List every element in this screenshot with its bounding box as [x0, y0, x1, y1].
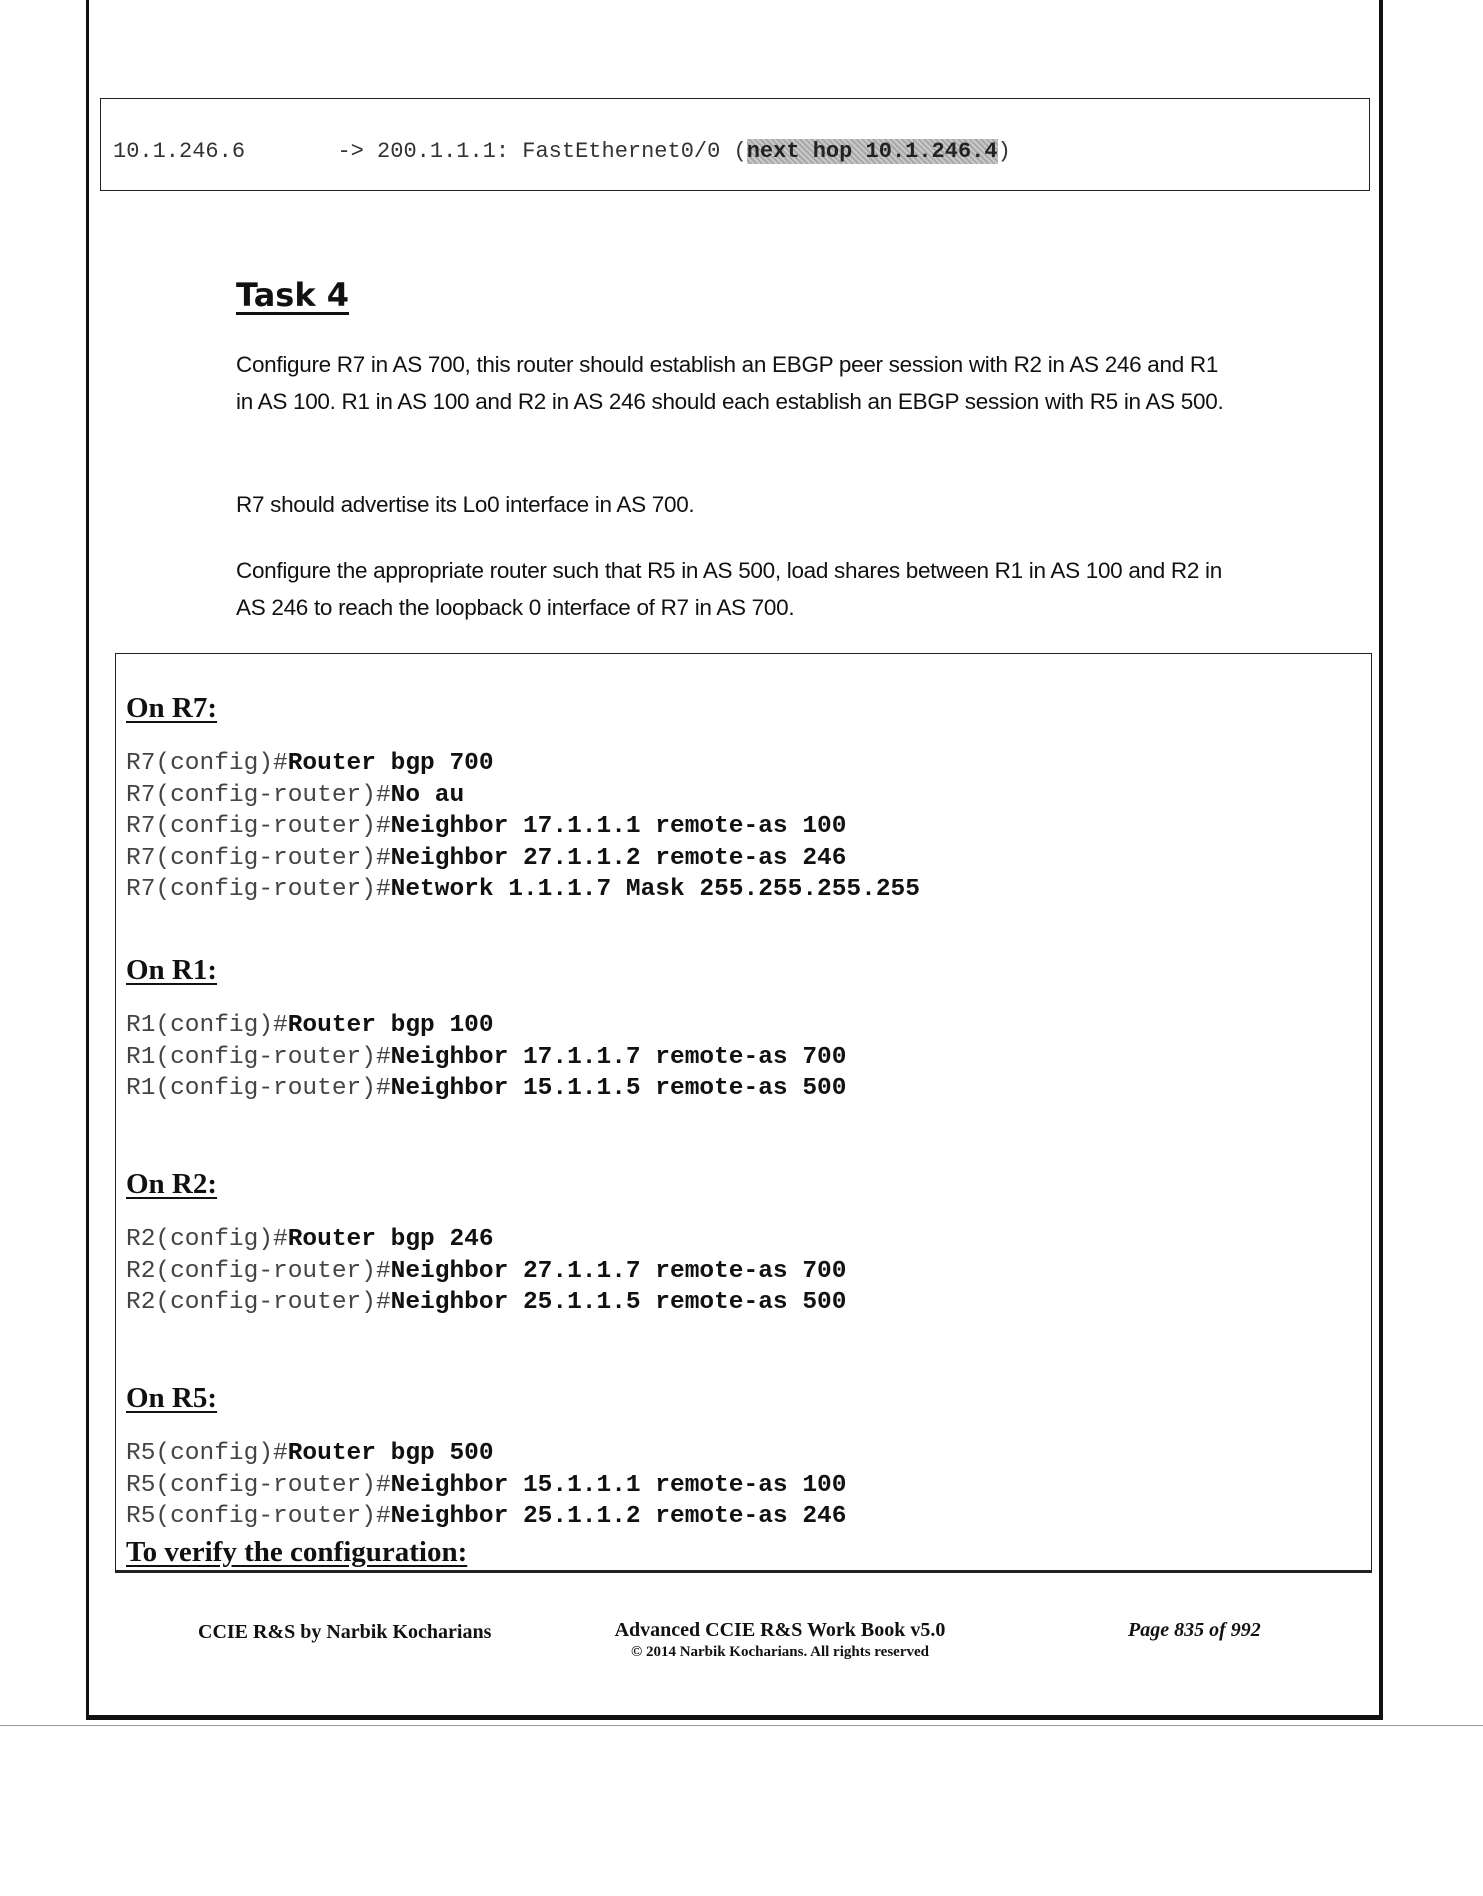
close-paren: )	[997, 139, 1011, 164]
section-heading: On R5:	[126, 1382, 218, 1414]
route-text: -> 200.1.1.1: FastEthernet0/0 (	[245, 139, 747, 164]
config-line	[126, 813, 846, 840]
cli-command: Router bgp 246	[287, 1226, 494, 1253]
section-heading: On R7:	[126, 692, 218, 724]
cli-prompt: R5(config-router)#	[126, 1503, 391, 1530]
task-title: Task 4	[236, 276, 350, 314]
cli-command: Neighbor 15.1.1.5 remote-as 500	[390, 1075, 847, 1102]
task-paragraph-2: R7 should advertise its Lo0 interface in AS 700.	[236, 492, 695, 517]
source-ip: 10.1.246.6	[113, 139, 246, 164]
cli-prompt: R2(config-router)#	[126, 1257, 391, 1285]
cli-command: Neighbor 27.1.1.2 remote-as 246	[390, 844, 847, 872]
verify-heading: To verify the configuration:	[126, 1536, 468, 1568]
section-heading: On R2:	[126, 1168, 218, 1200]
cli-prompt: R5(config-router)#	[126, 1471, 391, 1499]
book-title: Advanced CCIE R&S Work Book v5.0	[614, 1619, 946, 1641]
config-line	[126, 1289, 846, 1316]
footer-book-title	[580, 1619, 980, 1661]
solution-box	[115, 653, 1372, 1573]
footer-author: CCIE R&S by Narbik Kocharians	[198, 1621, 492, 1643]
traceroute-output-line	[113, 139, 1011, 164]
cli-prompt: R7(config-router)#	[126, 844, 391, 872]
cli-command: Neighbor 25.1.1.5 remote-as 500	[390, 1289, 847, 1316]
cli-command: Router bgp 700	[287, 750, 494, 777]
config-line	[126, 782, 464, 809]
cli-command: Neighbor 25.1.1.2 remote-as 246	[390, 1503, 847, 1530]
config-line	[126, 1044, 846, 1071]
copyright: © 2014 Narbik Kocharians. All rights reserved	[630, 1644, 929, 1660]
cli-prompt: R7(config-router)#	[126, 813, 391, 840]
cli-prompt: R1(config-router)#	[126, 1043, 391, 1071]
cli-command: Router bgp 500	[287, 1440, 494, 1467]
config-line	[126, 1440, 494, 1467]
cli-prompt: R2(config)#	[126, 1226, 288, 1253]
cli-prompt: R7(config-router)#	[126, 876, 391, 903]
page-number: Page 835 of 992	[1128, 1619, 1261, 1641]
scan-edge-line	[0, 1725, 1483, 1726]
cli-command: Neighbor 17.1.1.1 remote-as 100	[390, 813, 847, 840]
cli-prompt: R7(config)#	[126, 750, 288, 777]
cli-command: Network 1.1.1.7 Mask 255.255.255.255	[390, 876, 920, 903]
config-line	[126, 1472, 846, 1499]
config-line	[126, 750, 494, 777]
cli-command: Neighbor 27.1.1.7 remote-as 700	[390, 1257, 847, 1285]
cli-command: Neighbor 17.1.1.7 remote-as 700	[390, 1043, 847, 1071]
cli-command: No au	[390, 781, 465, 809]
cli-command: Neighbor 15.1.1.1 remote-as 100	[390, 1471, 847, 1499]
task-paragraph-3: Configure the appropriate router such that R5 in AS 500, load shares between R1 in AS 100 and R2 in AS 246 to reach the loopback 0 interface of R7 in AS 700.	[236, 558, 1222, 620]
previous-output-box	[100, 98, 1370, 191]
config-line	[126, 1075, 846, 1102]
cli-prompt: R2(config-router)#	[126, 1289, 391, 1316]
cli-prompt: R1(config-router)#	[126, 1075, 391, 1102]
next-hop-highlight: next hop 10.1.246.4	[746, 139, 998, 164]
section-heading: On R1:	[126, 954, 218, 986]
config-line	[126, 845, 846, 872]
config-line	[126, 1503, 846, 1530]
cli-prompt: R5(config)#	[126, 1440, 288, 1467]
cli-command: Router bgp 100	[287, 1012, 494, 1039]
config-line	[126, 1012, 494, 1039]
config-line	[126, 1258, 846, 1285]
config-line	[126, 876, 920, 903]
cli-prompt: R1(config)#	[126, 1012, 288, 1039]
cli-prompt: R7(config-router)#	[126, 781, 391, 809]
task-paragraph-1: Configure R7 in AS 700, this router should establish an EBGP peer session with R2 in AS 246 and R1 in AS 100. R1 in AS 100 and R2 in AS 246 should each establish an EBGP session with R5 in AS 500.	[236, 352, 1224, 414]
config-line	[126, 1226, 494, 1253]
